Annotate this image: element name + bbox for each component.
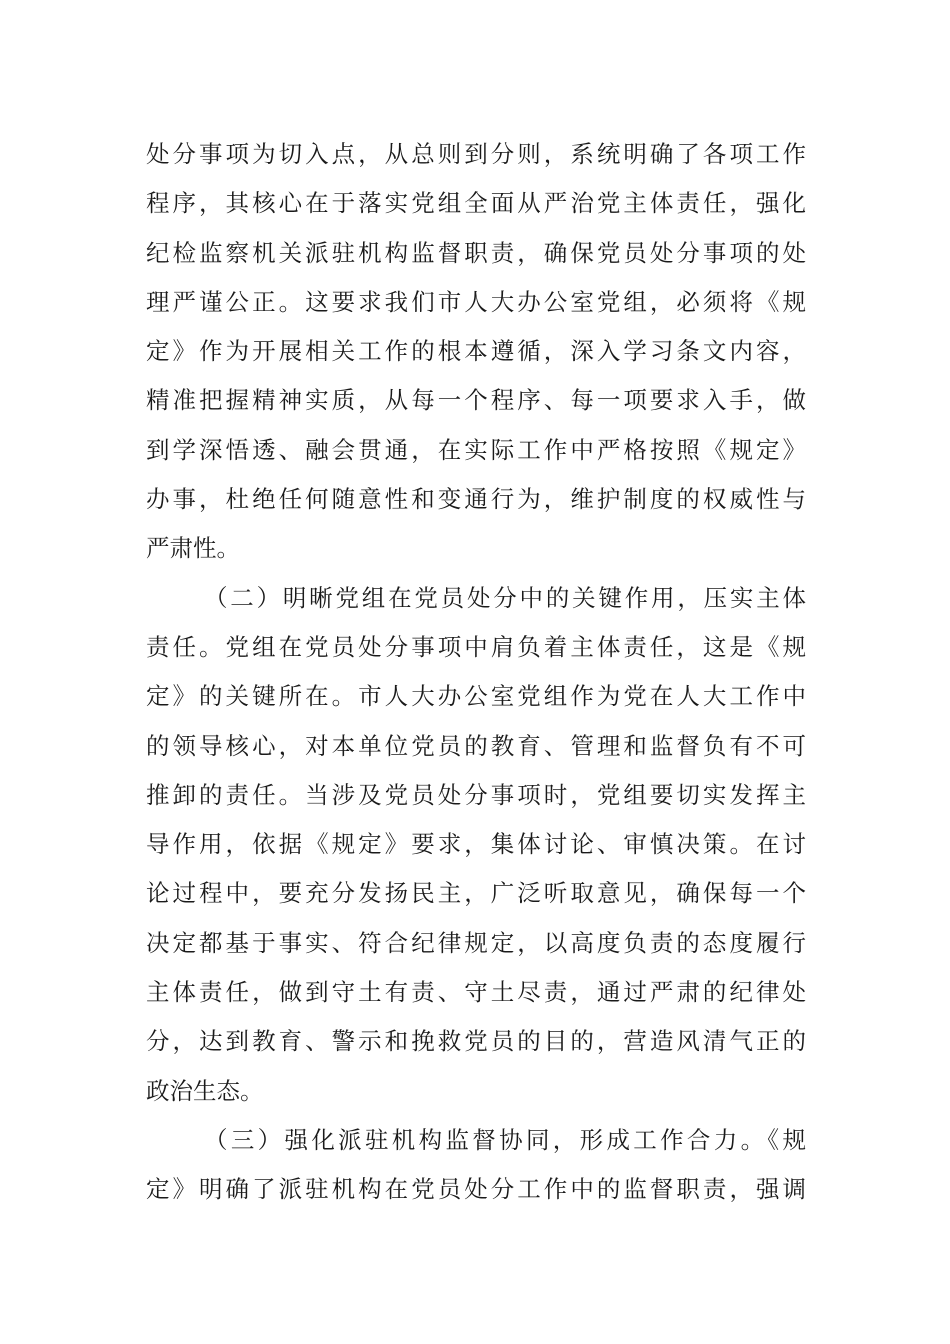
text-line: 定》作为开展相关工作的根本遵循，深入学习条文内容，	[146, 337, 806, 366]
text-line: 主体责任，做到守土有责、守土尽责，通过严肃的纪律处	[146, 978, 806, 1007]
text-line: 定》的关键所在。市人大办公室党组作为党在人大工作中	[146, 682, 806, 711]
text-line: 决定都基于事实、符合纪律规定，以高度负责的态度履行	[146, 928, 806, 957]
text-line: 到学深悟透、融会贯通，在实际工作中严格按照《规定》	[146, 435, 806, 464]
text-line: 的领导核心，对本单位党员的教育、管理和监督负有不可	[146, 731, 806, 760]
text-line: 精准把握精神实质，从每一个程序、每一项要求入手，做	[146, 386, 806, 415]
text-line: 导作用，依据《规定》要求，集体讨论、审慎决策。在讨	[146, 830, 806, 859]
text-line: 定》明确了派驻机构在党员处分工作中的监督职责，强调	[146, 1175, 806, 1204]
paragraph-1	[146, 130, 806, 574]
paragraph-2	[146, 574, 806, 1116]
text-line: 推卸的责任。当涉及党员处分事项时，党组要切实发挥主	[146, 780, 806, 809]
text-line: 办事，杜绝任何随意性和变通行为，维护制度的权威性与	[146, 485, 806, 514]
document-body	[146, 130, 806, 1215]
text-line: 论过程中，要充分发扬民主，广泛听取意见，确保每一个	[146, 879, 806, 908]
section-heading-line: （三）强化派驻机构监督协同，形成工作合力。《规	[204, 1125, 806, 1154]
section-heading-line: （二）明晰党组在党员处分中的关键作用，压实主体	[204, 583, 806, 612]
text-line: 程序，其核心在于落实党组全面从严治党主体责任，强化	[146, 189, 806, 218]
text-line: 处分事项为切入点，从总则到分则，系统明确了各项工作	[146, 140, 806, 168]
text-line: 理严谨公正。这要求我们市人大办公室党组，必须将《规	[146, 287, 806, 316]
text-line: 责任。党组在党员处分事项中肩负着主体责任，这是《规	[146, 632, 806, 661]
text-line: 分，达到教育、警示和挽救党员的目的，营造风清气正的	[146, 1027, 806, 1056]
text-line: 严肃性。	[146, 534, 240, 563]
text-line: 政治生态。	[146, 1076, 264, 1105]
text-line: 纪检监察机关派驻机构监督职责，确保党员处分事项的处	[146, 238, 806, 267]
paragraph-3	[146, 1116, 806, 1215]
